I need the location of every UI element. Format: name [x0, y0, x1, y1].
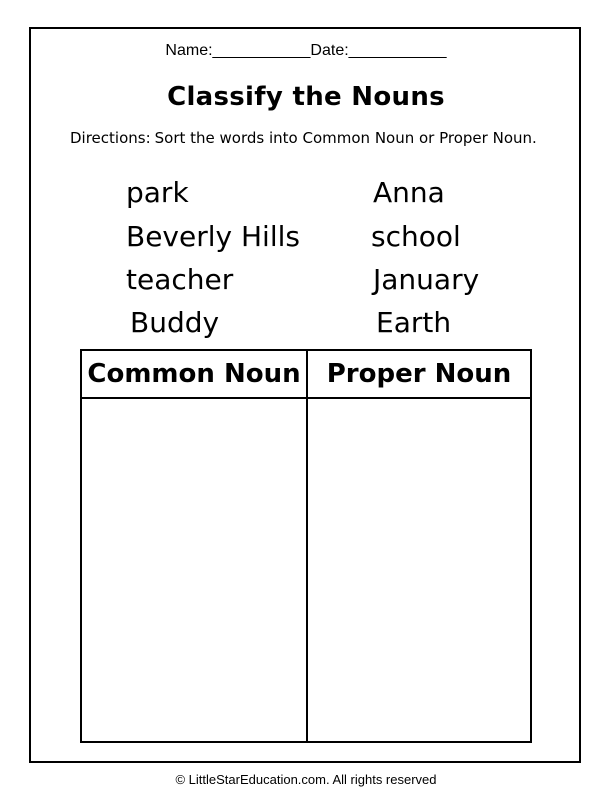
directions-label: Directions:: [70, 129, 151, 147]
common-noun-column: [82, 399, 306, 741]
copyright-footer: © LittleStarEducation.com. All rights reserved: [175, 772, 437, 787]
word-bank-item: teacher: [126, 263, 234, 296]
worksheet-title: Classify the Nouns: [167, 82, 445, 112]
proper-noun-column: [308, 399, 530, 741]
directions: [70, 130, 560, 147]
common-noun-header: Common Noun: [87, 359, 301, 389]
word-bank-item: Anna: [373, 176, 445, 209]
word-bank-item: Buddy: [130, 306, 220, 339]
proper-noun-header: Proper Noun: [326, 359, 512, 389]
sort-table: [80, 349, 532, 743]
word-bank-item: January: [373, 263, 480, 296]
name-date-line: Name:___________Date:___________: [165, 42, 447, 59]
word-bank-item: Earth: [376, 306, 452, 339]
word-bank-item: school: [371, 220, 461, 253]
word-bank-item: park: [126, 176, 189, 209]
word-bank-item: Beverly Hills: [126, 220, 300, 253]
directions-text: Sort the words into Common Noun or Proper Noun.: [154, 129, 537, 147]
